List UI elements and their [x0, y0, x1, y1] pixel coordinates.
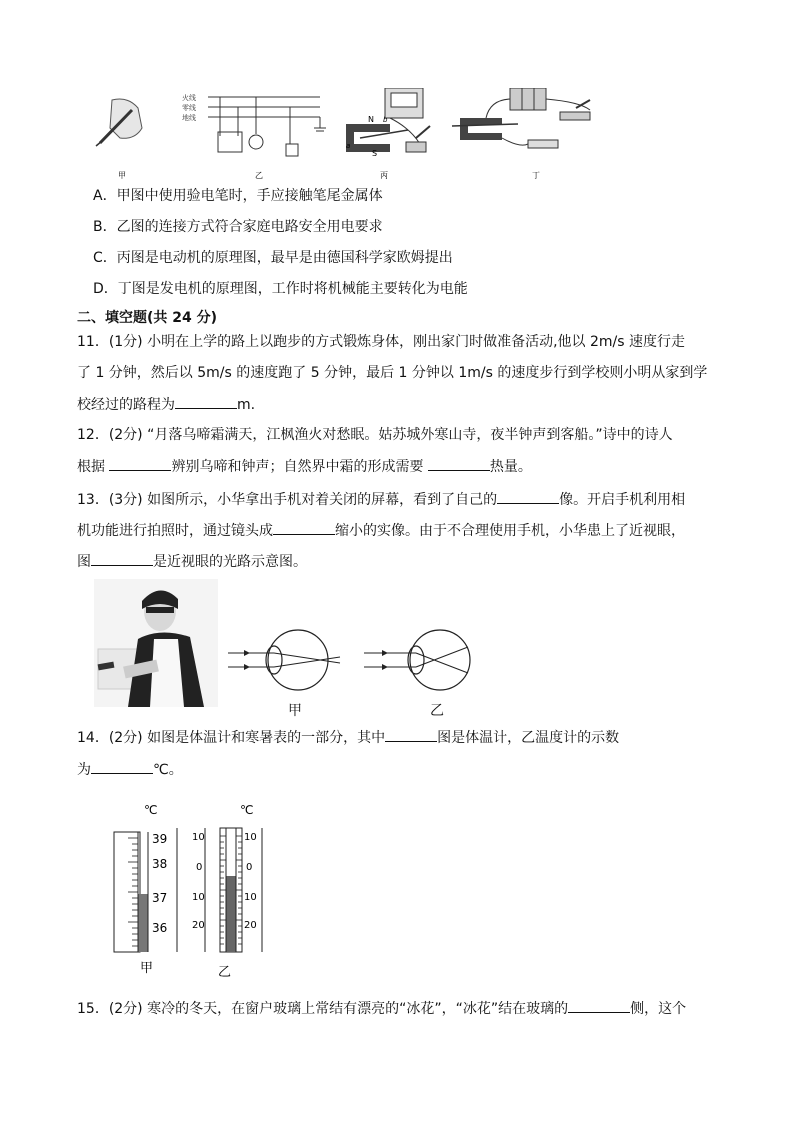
option-d: D．丁图是发电机的原理图，工作时将机械能主要转化为电能 — [93, 281, 468, 297]
q11-unit: m. — [237, 397, 256, 413]
option-c: C．丙图是电动机的原理图，最早是由德国科学家欧姆提出 — [93, 250, 453, 266]
rod-label-a: a — [346, 142, 351, 150]
q14-text-a: 14．(2分) 如图是体温计和寒暑表的一部分，其中 — [77, 730, 386, 746]
test-pen-figure — [96, 99, 142, 146]
q13-blank-2[interactable] — [273, 520, 335, 535]
q12-line1: 12．(2分) “月落乌啼霜满天，江枫渔火对愁眠。姑苏城外寒山寺，夜半钟声到客船。”诗中的诗人 — [77, 427, 673, 443]
q13-text-c: 机功能进行拍照时，通过镜头成 — [77, 523, 273, 539]
eye-label-jia: 甲 — [288, 703, 302, 719]
magnet-galvanometer-figure — [346, 88, 430, 152]
thermo-unit-jia: ℃ — [144, 803, 158, 817]
q11-line1: 11．(1分) 小明在上学的路上以跑步的方式锻炼身体，刚出家门时做准备活动,他以 2m/s 速度行走 — [77, 334, 685, 350]
thermo-unit-yi: ℃ — [240, 803, 254, 817]
wire-label-neutral: 零线 — [182, 104, 196, 112]
q13-text-e: 图 — [77, 554, 91, 570]
clinical-thermometer — [114, 828, 177, 952]
figure-row-top — [90, 88, 610, 180]
option-b: B．乙图的连接方式符合家庭电路安全用电要求 — [93, 219, 383, 235]
q13-line3 — [77, 551, 307, 572]
q14-blank-2[interactable] — [91, 759, 153, 774]
tick-yi-right-10: 10 — [244, 832, 257, 843]
tick-yi-right-0: 0 — [246, 862, 253, 873]
eye-label-yi: 乙 — [430, 703, 444, 719]
magnet-label-n: N — [368, 115, 374, 124]
household-circuit-figure — [208, 97, 326, 156]
q12-blank-1[interactable] — [109, 456, 171, 471]
q12-blank-2[interactable] — [428, 456, 490, 471]
q15-blank-1[interactable] — [568, 998, 630, 1013]
rod-label-b: b — [383, 116, 388, 124]
q13-blank-1[interactable] — [497, 489, 559, 504]
q13-text-a: 13．(3分) 如图所示，小华拿出手机对着关闭的屏幕，看到了自己的 — [77, 492, 498, 508]
q14-text-c: 为 — [77, 762, 91, 778]
q14-line2 — [77, 759, 183, 780]
q14-line1 — [77, 727, 619, 748]
motor-principle-figure — [452, 88, 590, 148]
tick-jia-36: 36 — [152, 921, 168, 935]
thermometer-figure — [100, 798, 280, 980]
q13-line2 — [77, 520, 685, 541]
tick-yi-left-10: 10 — [192, 832, 205, 843]
thermo-label-jia: 甲 — [140, 961, 154, 976]
tick-yi-left-neg20: 20 — [192, 920, 205, 931]
q13-blank-3[interactable] — [91, 551, 153, 566]
q13-text-f: 是近视眼的光路示意图。 — [153, 554, 307, 570]
q11-line3 — [77, 394, 255, 415]
wire-label-live: 火线 — [182, 94, 196, 102]
q12-line2 — [77, 456, 532, 477]
option-a: A．甲图中使用验电笔时，手应接触笔尾金属体 — [93, 188, 383, 204]
magnet-label-s: S — [372, 149, 378, 158]
tick-yi-right-neg20: 20 — [244, 920, 257, 931]
label-ding: 丁 — [532, 171, 540, 180]
q14-blank-1[interactable] — [385, 727, 437, 742]
q15-line1 — [77, 998, 686, 1019]
q12-text-b: 辨别乌啼和钟声；自然界中霜的形成需要 — [171, 459, 428, 475]
q12-text-a: 根据 — [77, 459, 110, 475]
label-yi: 乙 — [255, 171, 263, 180]
q14-unit: ℃。 — [153, 762, 183, 778]
q15-text-b: 侧，这个 — [630, 1001, 687, 1017]
q15-text-a: 15．(2分) 寒冷的冬天，在窗户玻璃上常结有漂亮的“冰花”，“冰花”结在玻璃的 — [77, 1001, 569, 1017]
q13-line1 — [77, 489, 685, 510]
q11-text: 校经过的路程为 — [77, 397, 175, 413]
q13-text-d: 缩小的实像。由于不合理使用手机，小华患上了近视眼， — [335, 523, 685, 539]
wall-thermometer — [205, 828, 262, 952]
person-photo — [94, 579, 218, 707]
tick-jia-38: 38 — [152, 857, 168, 871]
label-jia: 甲 — [118, 171, 126, 180]
label-bing: 丙 — [380, 171, 388, 180]
eye-diagram-yi — [364, 627, 484, 697]
tick-yi-left-0: 0 — [196, 862, 203, 873]
tick-yi-right-neg10: 10 — [244, 892, 257, 903]
tick-jia-37: 37 — [152, 891, 168, 905]
tick-yi-left-neg10: 10 — [192, 892, 205, 903]
q12-text-c: 热量。 — [489, 459, 532, 475]
section-title: 二、填空题(共 24 分) — [77, 310, 218, 326]
q13-text-b: 像。开启手机利用相 — [559, 492, 686, 508]
thermo-label-yi: 乙 — [218, 965, 232, 980]
q11-blank[interactable] — [175, 394, 237, 409]
wire-label-ground: 地线 — [182, 114, 196, 122]
tick-jia-39: 39 — [152, 832, 168, 846]
eye-diagram-jia — [228, 627, 348, 697]
q14-text-b: 图是体温计，乙温度计的示数 — [437, 730, 620, 746]
q11-line2: 了 1 分钟，然后以 5m/s 的速度跑了 5 分钟，最后 1 分钟以 1m/s 的速度步行到学校则小明从家到学 — [77, 365, 708, 381]
